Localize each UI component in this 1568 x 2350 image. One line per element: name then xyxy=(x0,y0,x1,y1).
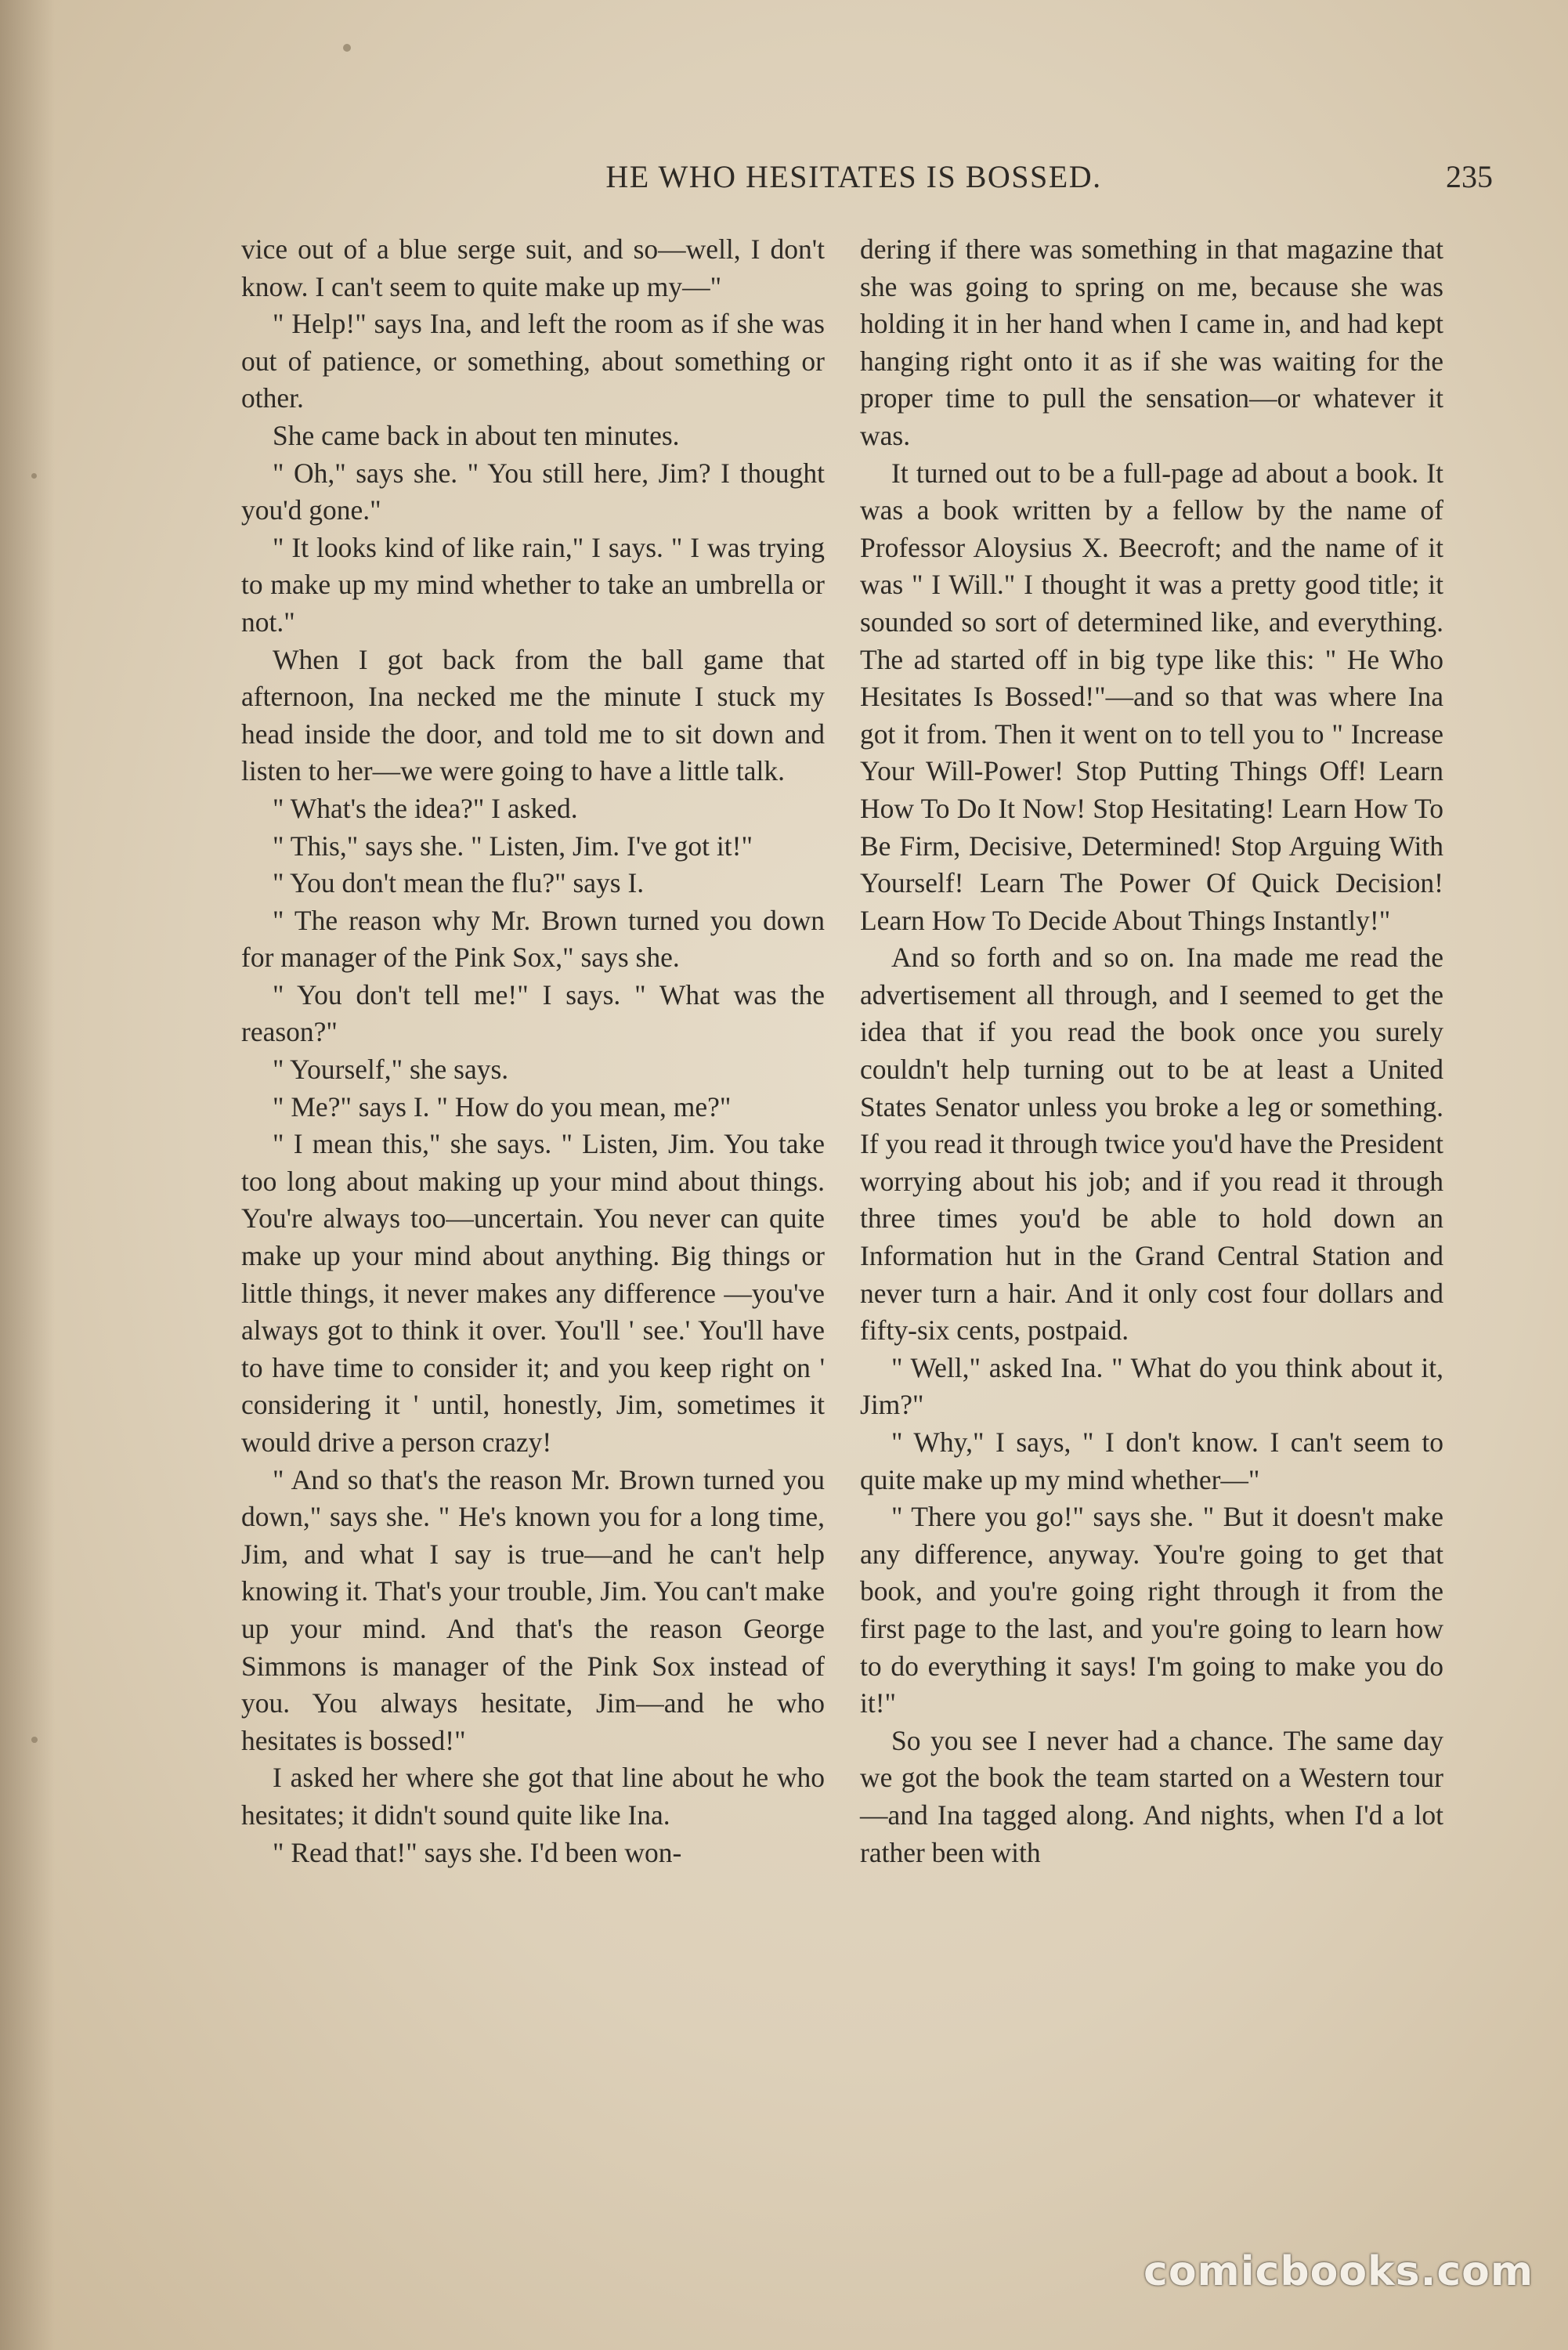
watermark-logo: comicbooks.com xyxy=(1143,2248,1534,2295)
paragraph: " You don't mean the flu?" says I. xyxy=(273,867,645,899)
paragraph: " Well," asked Ina. " What do you think about it, Jim?" xyxy=(860,1351,1443,1421)
paragraph: And so forth and so on. Ina made me read the advertisement all through, and I seemed to get the idea that if you read the book once you surely couldn't help turning out to be at least a United States Senator unless you broke a leg or something. If you read it through twice you'd have the President worrying about his job; and if you read it through three times you'd be able to hold down an Information hut in the Grand Central Station and never turn a hair. And it only cost four dollars and fifty-six cents, postpaid. xyxy=(860,942,1443,1347)
page-number: 235 xyxy=(1446,159,1493,194)
spine-shadow xyxy=(0,0,55,2350)
paragraph: " Read that!" says she. I'd been won- xyxy=(273,1836,682,1868)
paragraph: It turned out to be a full-page ad about a book. It was a book written by a fellow by the name of Professor Aloysius X. Beecroft; and the name of it was " I Will." I thought it was a pretty good title; it sounded so sort of determined like, and everything. The ad started off in big type like this: " He Who Hesitates Is Bossed!"—and so that was where Ina got it from. Then it went on to tell you to " Increase Your Will-Power! Stop Putting Things Off! Learn How To Do It Now! Stop Hesitating! Learn How To Be Firm, Decisive, Determined! Stop Arguing With Yourself! Learn The Power Of Quick Decision! Learn How To Decide About Things Instantly!" xyxy=(860,457,1443,936)
paragraph: So you see I never had a chance. The same day we got the book the team started on a Western tour—and Ina tagged along. And nights, when I'd a lot rather been with xyxy=(860,1724,1443,1868)
paragraph: " The reason why Mr. Brown turned you down for manager of the Pink Sox," says she. xyxy=(241,904,825,974)
paragraph: " There you go!" says she. " But it doesn't make any difference, anyway. You're going to get that book, and you're going right through it from the first page to the last, and you're going to learn how to do everything it says! I'm going to make you do it!" xyxy=(860,1501,1443,1719)
left-column xyxy=(241,231,825,1871)
paragraph: " I mean this," she says. " Listen, Jim. You take too long about making up your mind about things. You're always too—uncertain. You never can quite make up your mind about anything. Big things or little things, it never makes any difference —you've always got to think it over. You'll ' see.' You'll have to have time to consider it; and you keep right on ' considering it ' until, honestly, Jim, sometimes it would drive a person crazy! xyxy=(241,1128,825,1458)
right-column xyxy=(860,231,1443,1871)
paragraph: dering if there was something in that magazine that she was going to spring on me, because she was holding it in her hand when I came in, and had kept hanging right onto it as if she was waiting for the proper time to pull the sensation—or whatever it was. xyxy=(860,233,1443,451)
paragraph: " Why," I says, " I don't know. I can't seem to quite make up my mind whether—" xyxy=(860,1426,1443,1495)
paragraph: When I got back from the ball game that afternoon, Ina necked me the minute I stuck my head inside the door, and told me to sit down and listen to her—we were going to have a little talk. xyxy=(241,643,825,787)
paragraph: " What's the idea?" I asked. xyxy=(273,792,578,824)
paragraph: vice out of a blue serge suit, and so—well, I don't know. I can't seem to quite make up my—" xyxy=(241,233,825,302)
paragraph: " It looks kind of like rain," I says. " I was trying to make up my mind whether to take an umbrella or not." xyxy=(241,531,825,638)
paper-spot xyxy=(343,44,351,52)
paragraph: " Yourself," she says. xyxy=(273,1054,509,1086)
paragraph: " Oh," says she. " You still here, Jim? I thought you'd gone." xyxy=(241,457,825,526)
paper-spot xyxy=(31,1737,38,1743)
paragraph: I asked her where she got that line about he who hesitates; it didn't sound quite like Ina. xyxy=(241,1762,825,1831)
paragraph: " You don't tell me!" I says. " What was the reason?" xyxy=(241,978,825,1048)
paragraph: She came back in about ten minutes. xyxy=(273,419,680,451)
paragraph: " Me?" says I. " How do you mean, me?" xyxy=(273,1090,732,1123)
paragraph: " Help!" says Ina, and left the room as if she was out of patience, or something, about something or other. xyxy=(241,308,825,414)
running-title: HE WHO HESITATES IS BOSSED. xyxy=(605,159,1102,194)
paragraph: " And so that's the reason Mr. Brown turned you down," says she. " He's known you for a long time, Jim, and what I say is true—and he can't help knowing it. That's your trouble, Jim. You can't make up your mind. And that's the reason George Simmons is manager of the Pink Sox instead of you. You always hesitate, Jim—and he who hesitates is bossed!" xyxy=(241,1463,825,1756)
paragraph: " This," says she. " Listen, Jim. I've got it!" xyxy=(273,830,753,862)
paper-spot xyxy=(31,473,37,479)
